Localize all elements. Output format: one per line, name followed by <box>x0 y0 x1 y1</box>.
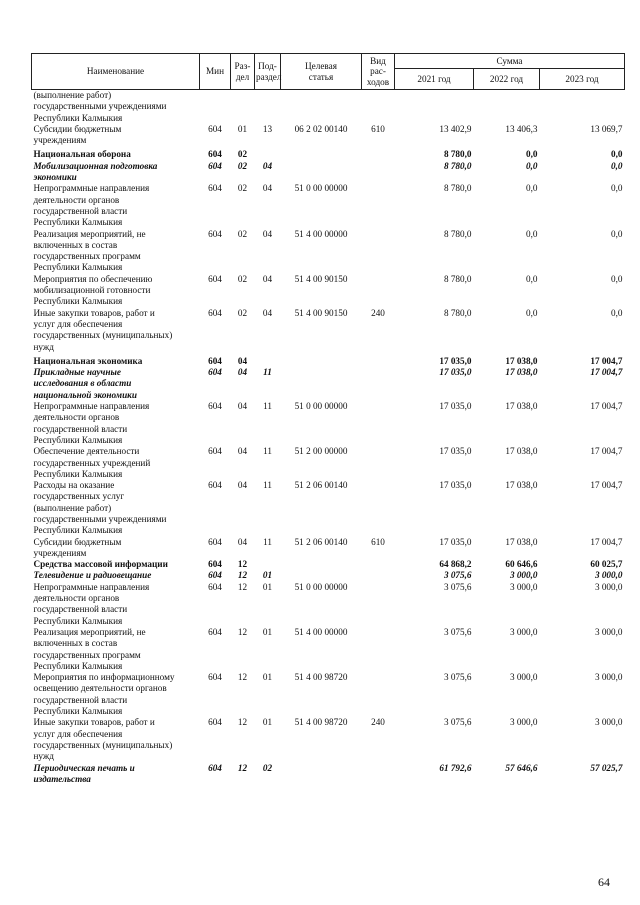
cell-cel-statya <box>281 559 362 570</box>
table-row <box>32 446 625 480</box>
cell-sum-2021: 17 035,0 <box>439 367 472 378</box>
cell-cel-statya <box>281 90 362 124</box>
cell-cel-statya <box>281 570 362 581</box>
cell-sum-2022 <box>474 90 540 124</box>
cell-podrazdel <box>255 90 281 124</box>
cell-cel-statya: 51 2 06 00140 <box>294 536 348 547</box>
cell-sum-2021: 8 780,0 <box>443 160 472 171</box>
cell-razdel: 04 <box>237 355 248 366</box>
cell-razdel: 02 <box>237 228 248 239</box>
cell-sum-2023: 0,0 <box>611 228 623 239</box>
cell-min: 604 <box>208 228 222 239</box>
cell-vid-rashodov <box>362 570 395 581</box>
cell-vid-rashodov: 610 <box>371 123 385 134</box>
cell-name: Периодическая печать и издательства <box>33 762 135 784</box>
cell-sum-2023: 17 004,7 <box>590 536 623 547</box>
cell-min: 604 <box>208 123 222 134</box>
cell-cel-statya <box>281 367 362 401</box>
header-cel-statya: Целевая статья <box>281 54 362 90</box>
cell-razdel: 02 <box>237 149 248 160</box>
cell-name: Расходы на оказание государственных услуг (выполнение работ) государственными учреждениями Республики Калмыкия <box>33 480 167 536</box>
cell-sum-2023: 57 025,7 <box>590 762 623 773</box>
cell-vid-rashodov <box>362 559 395 570</box>
cell-sum-2023: 0,0 <box>611 160 623 171</box>
cell-vid-rashodov <box>362 401 395 446</box>
cell-podrazdel: 04 <box>262 160 273 171</box>
cell-sum-2023: 0,0 <box>611 183 623 194</box>
cell-vid-rashodov <box>362 480 395 536</box>
cell-sum-2022: 3 000,0 <box>509 581 538 592</box>
cell-cel-statya: 51 2 06 00140 <box>294 480 348 491</box>
cell-vid-rashodov <box>362 229 395 274</box>
cell-vid-rashodov <box>362 763 395 786</box>
cell-sum-2021: 17 035,0 <box>439 355 472 366</box>
cell-min: 604 <box>208 183 222 194</box>
table-row <box>32 229 625 274</box>
cell-podrazdel: 04 <box>262 307 273 318</box>
table-row <box>32 356 625 367</box>
header-year-2022: 2022 год <box>474 69 540 90</box>
budget-table <box>31 53 625 785</box>
cell-podrazdel: 11 <box>263 446 272 457</box>
cell-min: 604 <box>208 355 222 366</box>
cell-vid-rashodov <box>362 627 395 672</box>
cell-name: Субсидии бюджетным учреждениям <box>33 123 122 146</box>
cell-sum-2022: 3 000,0 <box>509 626 538 637</box>
cell-sum-2022: 3 000,0 <box>509 717 538 728</box>
table-row <box>32 367 625 401</box>
table-row <box>32 480 625 536</box>
cell-sum-2023 <box>540 90 625 124</box>
cell-razdel: 04 <box>237 446 248 457</box>
cell-min <box>200 90 231 124</box>
cell-sum-2021: 17 035,0 <box>439 446 472 457</box>
cell-sum-2022: 0,0 <box>526 183 538 194</box>
cell-sum-2022: 17 038,0 <box>505 446 538 457</box>
cell-sum-2022: 0,0 <box>526 307 538 318</box>
cell-name: Непрограммные направления деятельности органов государственной власти Республики Калмыкия <box>33 183 150 228</box>
table-row <box>32 559 625 570</box>
cell-sum-2022: 60 646,6 <box>505 559 538 570</box>
cell-vid-rashodov <box>362 183 395 228</box>
cell-sum-2021: 17 035,0 <box>439 480 472 491</box>
cell-sum-2023: 17 004,7 <box>590 401 623 412</box>
cell-sum-2022: 17 038,0 <box>505 401 538 412</box>
table-row <box>32 90 625 124</box>
cell-razdel: 12 <box>237 672 248 683</box>
cell-min: 604 <box>208 149 222 160</box>
table-row <box>32 161 625 184</box>
cell-sum-2021: 8 780,0 <box>443 228 472 239</box>
cell-min: 604 <box>208 626 222 637</box>
cell-min: 604 <box>208 672 222 683</box>
cell-razdel: 12 <box>237 717 248 728</box>
cell-sum-2022: 0,0 <box>526 160 538 171</box>
cell-vid-rashodov: 610 <box>371 536 385 547</box>
cell-cel-statya: 51 0 00 00000 <box>294 581 348 592</box>
cell-podrazdel: 01 <box>262 717 273 728</box>
cell-razdel: 12 <box>237 559 248 570</box>
cell-name: Телевидение и радиовещание <box>33 570 152 581</box>
table-header <box>32 54 625 90</box>
cell-sum-2023: 3 000,0 <box>594 672 623 683</box>
cell-min: 604 <box>208 160 222 171</box>
header-vid-rashodov: Вид рас- ходов <box>362 54 395 90</box>
cell-podrazdel: 11 <box>263 367 272 378</box>
cell-cel-statya: 51 4 00 90150 <box>294 307 348 318</box>
cell-sum-2021: 3 075,6 <box>443 717 472 728</box>
cell-vid-rashodov <box>362 446 395 480</box>
cell-razdel: 04 <box>237 367 248 378</box>
cell-sum-2022: 0,0 <box>526 149 538 160</box>
cell-sum-2021: 8 780,0 <box>443 273 472 284</box>
cell-razdel: 01 <box>237 123 248 134</box>
cell-vid-rashodov <box>362 356 395 367</box>
cell-sum-2022: 17 038,0 <box>505 367 538 378</box>
cell-name: Мероприятия по обеспечению мобилизационной готовности Республики Калмыкия <box>33 273 153 307</box>
cell-vid-rashodov <box>362 274 395 308</box>
cell-name: Реализация мероприятий, не включенных в состав государственных программ Республики Калмыкия <box>33 626 146 671</box>
cell-podrazdel: 04 <box>262 228 273 239</box>
cell-podrazdel: 01 <box>262 626 273 637</box>
cell-sum-2021: 17 035,0 <box>439 536 472 547</box>
cell-podrazdel: 02 <box>262 762 273 773</box>
cell-vid-rashodov <box>362 90 395 124</box>
cell-name: Непрограммные направления деятельности органов государственной власти Республики Калмыкия <box>33 581 150 626</box>
cell-vid-rashodov: 240 <box>371 717 385 728</box>
table-row <box>32 308 625 356</box>
cell-podrazdel: 01 <box>262 581 273 592</box>
table-row <box>32 274 625 308</box>
cell-podrazdel: 01 <box>262 570 273 581</box>
cell-sum-2022: 17 038,0 <box>505 355 538 366</box>
cell-podrazdel: 01 <box>262 672 273 683</box>
cell-sum-2022: 0,0 <box>526 228 538 239</box>
cell-podrazdel <box>255 149 281 160</box>
cell-sum-2022: 13 406,3 <box>505 123 538 134</box>
page-number: 64 <box>598 875 610 889</box>
cell-sum-2023: 0,0 <box>611 273 623 284</box>
header-summa: Сумма <box>395 54 625 69</box>
cell-sum-2023: 17 004,7 <box>590 446 623 457</box>
cell-min: 604 <box>208 401 222 412</box>
cell-razdel: 02 <box>237 160 248 171</box>
cell-name: Национальная экономика <box>33 355 143 366</box>
cell-cel-statya: 51 4 00 00000 <box>294 626 348 637</box>
cell-sum-2021: 8 780,0 <box>443 183 472 194</box>
cell-cel-statya: 51 0 00 00000 <box>294 401 348 412</box>
header-razdel: Раз- дел <box>231 54 255 90</box>
cell-vid-rashodov <box>362 161 395 184</box>
cell-name: Непрограммные направления деятельности органов государственной власти Республики Калмыкия <box>33 401 150 445</box>
cell-vid-rashodov <box>362 367 395 401</box>
cell-sum-2023: 17 004,7 <box>590 480 623 491</box>
cell-min: 604 <box>208 446 222 457</box>
cell-sum-2021: 64 868,2 <box>439 559 472 570</box>
cell-cel-statya <box>281 161 362 184</box>
cell-sum-2022: 3 000,0 <box>509 570 538 581</box>
cell-sum-2022: 17 038,0 <box>505 480 538 491</box>
cell-podrazdel: 11 <box>263 536 272 547</box>
cell-name: Национальная оборона <box>33 149 131 160</box>
cell-sum-2023: 60 025,7 <box>590 559 623 570</box>
cell-name: Субсидии бюджетным учреждениям <box>33 536 122 558</box>
cell-min: 604 <box>208 367 222 378</box>
cell-min: 604 <box>208 559 222 570</box>
cell-sum-2021 <box>395 90 474 124</box>
cell-sum-2022: 17 038,0 <box>505 536 538 547</box>
table-row <box>32 672 625 717</box>
cell-name: Мероприятия по информационному освещению деятельности органов государственной власти Республики Калмыкия <box>33 672 175 717</box>
header-year-2023: 2023 год <box>540 69 625 90</box>
cell-vid-rashodov <box>362 149 395 160</box>
cell-sum-2023: 0,0 <box>611 307 623 318</box>
cell-cel-statya: 51 4 00 98720 <box>294 717 348 728</box>
cell-sum-2022: 57 646,6 <box>505 762 538 773</box>
cell-name: Иные закупки товаров, работ и услуг для обеспечения государственных (муниципальных) нужд <box>33 717 173 762</box>
cell-podrazdel <box>255 559 281 570</box>
cell-razdel: 02 <box>237 307 248 318</box>
header-name: Наименование <box>32 54 200 90</box>
cell-cel-statya: 51 4 00 00000 <box>294 228 348 239</box>
table-row <box>32 149 625 160</box>
table-row <box>32 570 625 581</box>
cell-sum-2021: 8 780,0 <box>443 307 472 318</box>
cell-name: Иные закупки товаров, работ и услуг для обеспечения государственных (муниципальных) нужд <box>33 307 173 352</box>
cell-vid-rashodov <box>362 672 395 717</box>
cell-sum-2022: 3 000,0 <box>509 672 538 683</box>
cell-sum-2021: 3 075,6 <box>443 570 472 581</box>
cell-vid-rashodov <box>362 582 395 627</box>
table-row <box>32 537 625 560</box>
cell-podrazdel: 11 <box>263 480 272 491</box>
cell-sum-2021: 3 075,6 <box>443 581 472 592</box>
cell-sum-2021: 8 780,0 <box>443 149 472 160</box>
cell-cel-statya <box>281 763 362 786</box>
cell-sum-2023: 3 000,0 <box>594 581 623 592</box>
cell-razdel: 04 <box>237 536 248 547</box>
cell-sum-2021: 3 075,6 <box>443 672 472 683</box>
cell-name: Мобилизационная подготовка экономики <box>33 160 158 183</box>
cell-min: 604 <box>208 480 222 491</box>
cell-name: Прикладные научные исследования в области национальной экономики <box>33 367 137 400</box>
cell-cel-statya: 51 0 00 00000 <box>294 183 348 194</box>
cell-razdel: 04 <box>237 401 248 412</box>
table-row <box>32 717 625 762</box>
cell-sum-2023: 17 004,7 <box>590 355 623 366</box>
header-year-2021: 2021 год <box>395 69 474 90</box>
header-min: Мин <box>200 54 231 90</box>
cell-cel-statya: 51 2 00 00000 <box>294 446 348 457</box>
cell-min: 604 <box>208 307 222 318</box>
cell-cel-statya: 51 4 00 98720 <box>294 672 348 683</box>
cell-min: 604 <box>208 273 222 284</box>
table-body <box>32 90 625 786</box>
cell-sum-2023: 3 000,0 <box>594 626 623 637</box>
cell-name: Обеспечение деятельности государственных учреждений Республики Калмыкия <box>33 446 151 479</box>
cell-razdel: 12 <box>237 762 248 773</box>
cell-sum-2021: 17 035,0 <box>439 401 472 412</box>
cell-name: (выполнение работ) государственными учреждениями Республики Калмыкия <box>33 90 167 123</box>
cell-razdel: 02 <box>237 183 248 194</box>
cell-sum-2023: 3 000,0 <box>594 570 623 581</box>
cell-vid-rashodov: 240 <box>371 307 385 318</box>
cell-sum-2023: 0,0 <box>611 149 623 160</box>
cell-sum-2021: 61 792,6 <box>439 762 472 773</box>
cell-name: Средства массовой информации <box>33 559 168 570</box>
cell-razdel: 02 <box>237 273 248 284</box>
table-row <box>32 183 625 228</box>
cell-razdel: 12 <box>237 581 248 592</box>
table-row <box>32 627 625 672</box>
table-row <box>32 582 625 627</box>
cell-podrazdel: 11 <box>263 401 272 412</box>
cell-podrazdel: 13 <box>262 123 273 134</box>
cell-cel-statya <box>281 149 362 160</box>
cell-cel-statya <box>281 356 362 367</box>
cell-min: 604 <box>208 581 222 592</box>
cell-sum-2022: 0,0 <box>526 273 538 284</box>
cell-min: 604 <box>208 570 222 581</box>
cell-cel-statya: 06 2 02 00140 <box>294 123 348 134</box>
cell-sum-2023: 3 000,0 <box>594 717 623 728</box>
cell-podrazdel <box>255 356 281 367</box>
table-row <box>32 124 625 150</box>
cell-podrazdel: 04 <box>262 273 273 284</box>
table-row <box>32 763 625 786</box>
cell-razdel: 12 <box>237 570 248 581</box>
cell-sum-2023: 13 069,7 <box>590 123 623 134</box>
cell-podrazdel: 04 <box>262 183 273 194</box>
table-row <box>32 401 625 446</box>
cell-name: Реализация мероприятий, не включенных в состав государственных программ Республики Калмыкия <box>33 228 146 273</box>
cell-razdel: 04 <box>237 480 248 491</box>
cell-sum-2021: 13 402,9 <box>439 123 472 134</box>
cell-razdel: 12 <box>237 626 248 637</box>
cell-min: 604 <box>208 717 222 728</box>
cell-cel-statya: 51 4 00 90150 <box>294 273 348 284</box>
cell-min: 604 <box>208 536 222 547</box>
cell-min: 604 <box>208 762 222 773</box>
cell-sum-2021: 3 075,6 <box>443 626 472 637</box>
cell-sum-2023: 17 004,7 <box>590 367 623 378</box>
cell-razdel <box>231 90 255 124</box>
header-podrazdel: Под- раздел <box>255 54 281 90</box>
